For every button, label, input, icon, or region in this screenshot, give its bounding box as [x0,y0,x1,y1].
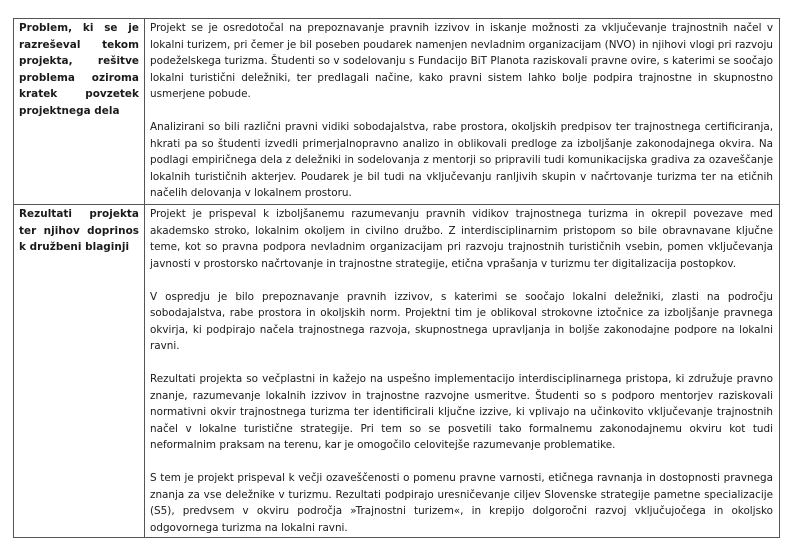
paragraph: Rezultati projekta so večplastni in kažejo na uspešno implementacijo interdisciplinarnega pristopa, ki združuje pravno znanje, razumevanje lokalnih izzivov in trajnostne razvojne usmeritve. Študenti so s podporo mentorjev raziskovali normativni okvir trajnostnega turizma ter identificirali ključne izzive, ki vplivajo na učinkovito vključevanje trajnostnih načel v lokalne turistične strategije. Pri tem so se posvetili tako formalnemu zakonodajnemu okviru kot tudi neformalnim praksam na terenu, kar je omogočilo celovitejše razumevanje problematike. [150,373,773,451]
project-summary-table [13,18,780,538]
paragraph: S tem je projekt prispeval k večji ozaveščenosti o pomenu pravne varnosti, etičnega ravnanja in dostopnosti pravnega znanja za vse deležnike v turizmu. Rezultati podpirajo uresničevanje ciljev Slovenske strategije pametne specializacije (S5), predvsem v okviru področja »Trajnostni turizem«, in krepijo dolgoročni razvoj vključujočega in okoljsko odgovornega turizma na lokalni ravni. [150,472,773,534]
row-label-results: Rezultati projekta ter njihov doprinos k družbeni blaginji [14,205,145,538]
table-row-results [14,205,780,538]
table-row-problem [14,19,780,205]
paragraph: Analizirani so bili različni pravni vidiki sobodajalstva, rabe prostora, okoljskih predpisov ter trajnostnega certificiranja, hkrati pa so študenti izvedli primerjalnopravno analizo in oblikovali predloge za izboljšanje zakonodajnega okvira. Na podlagi empiričnega dela z deležniki in sodelovanja z mentorji so pripravili tudi komunikacijska gradiva za ozaveščanje lokalnih turističnih akterjev. Poudarek je bil tudi na vključevanju ranljivih skupin v načrtovanje turizma ter na etičnih načelih delovanja v lokalnem prostoru. [150,121,773,199]
paragraph: Projekt je prispeval k izboljšanemu razumevanju pravnih vidikov trajnostnega turizma in okrepil povezave med akademsko stroko, lokalnim okoljem in civilno družbo. Z interdisciplinarnim pristopom so bile obravnavane ključne teme, kot so pravna podpora nevladnim organizacijam pri razvoju trajnostnih turističnih vsebin, pomen vključevanja javnosti v prostorsko načrtovanje in trajnostne strategije, etična vprašanja v turizmu ter digitalizacija postopkov. [150,208,773,270]
row-label-problem: Problem, ki se je razreševal tekom projekta, rešitve problema oziroma kratek povzetek projektnega dela [14,19,145,205]
paragraph: Projekt se je osredotočal na prepoznavanje pravnih izzivov in iskanje možnosti za vključevanje trajnostnih načel v lokalni turizem, pri čemer je bil poseben poudarek namenjen nevladnim organizacijam (NVO) in njihovi vlogi pri razvoju podeželskega turizma. Študenti so v sodelovanju s Fundacijo BiT Planota raziskovali pravne ovire, s katerimi se soočajo lokalni turistični deležniki, ter predlagali načine, kako pravni sistem lahko bolje podpira trajnostne in skupnostno usmerjene pobude. [150,22,773,100]
row-content-results [145,205,780,538]
row-content-problem [145,19,780,205]
paragraph: V ospredju je bilo prepoznavanje pravnih izzivov, s katerimi se soočajo lokalni deležniki, zlasti na področju sobodajalstva, rabe prostora in okoljskih norm. Projektni tim je oblikoval strokovne iztočnice za izboljšanje pravnega okvirja, ki podpirajo načela trajnostnega razvoja, skupnostnega upravljanja in boljše zakonodajne podpore na lokalni ravni. [150,290,773,352]
